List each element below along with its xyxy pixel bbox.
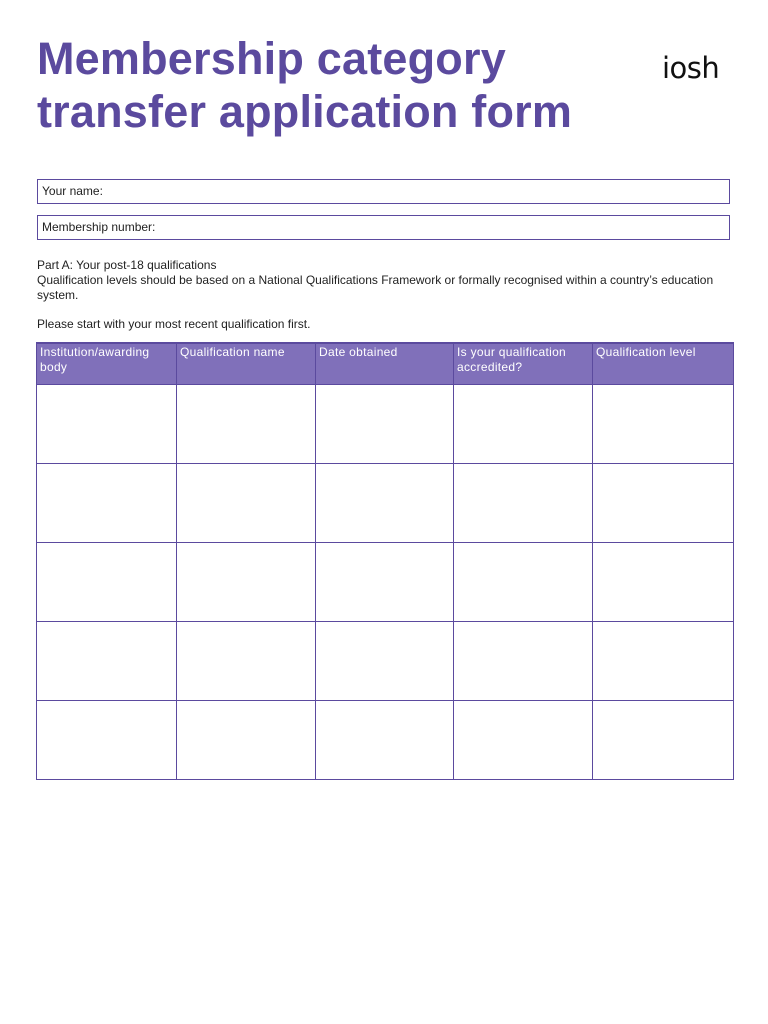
membership-number-field[interactable]: [37, 215, 730, 240]
page-title: [37, 32, 572, 138]
column-header-accredited: Is your qualification accredited?: [454, 343, 593, 385]
part-a-instruction: Please start with your most recent qualification first.: [37, 317, 311, 331]
table-row: [37, 622, 734, 701]
table-cell[interactable]: [177, 464, 316, 543]
column-header-qualification-name: Qualification name: [177, 343, 316, 385]
table-cell[interactable]: [316, 385, 454, 464]
title-line-2: transfer application form: [37, 86, 573, 137]
table-cell[interactable]: [37, 464, 177, 543]
iosh-logo: iosh: [662, 51, 720, 85]
table-row: [37, 385, 734, 464]
table-cell[interactable]: [454, 701, 593, 780]
table-cell[interactable]: [454, 464, 593, 543]
membership-number-label: Membership number:: [42, 220, 156, 234]
column-header-qualification-level: Qualification level: [593, 343, 734, 385]
your-name-field[interactable]: [37, 179, 730, 204]
table-cell[interactable]: [177, 622, 316, 701]
table-cell[interactable]: [593, 464, 734, 543]
table-cell[interactable]: [593, 622, 734, 701]
part-a-heading: Part A: Your post-18 qualifications: [37, 258, 217, 272]
table-cell[interactable]: [316, 622, 454, 701]
title-line-1: Membership category: [37, 33, 506, 84]
table-cell[interactable]: [593, 385, 734, 464]
table-row: [37, 701, 734, 780]
table-cell[interactable]: [316, 701, 454, 780]
column-header-institution: Institution/awarding body: [37, 343, 177, 385]
table-row: [37, 543, 734, 622]
table-cell[interactable]: [177, 543, 316, 622]
table-cell[interactable]: [177, 385, 316, 464]
table-cell[interactable]: [454, 543, 593, 622]
table-cell[interactable]: [177, 701, 316, 780]
your-name-label: Your name:: [42, 184, 103, 198]
table-cell[interactable]: [316, 464, 454, 543]
table-cell[interactable]: [37, 701, 177, 780]
table-cell[interactable]: [593, 701, 734, 780]
table-cell[interactable]: [454, 385, 593, 464]
table-cell[interactable]: [37, 622, 177, 701]
table-cell[interactable]: [316, 543, 454, 622]
table-cell[interactable]: [37, 385, 177, 464]
qualifications-table: [36, 342, 734, 780]
table-cell[interactable]: [454, 622, 593, 701]
part-a-description: Qualification levels should be based on a National Qualifications Framework or formally recognised within a country’s education system.: [37, 273, 714, 302]
table-cell[interactable]: [37, 543, 177, 622]
table-row: [37, 464, 734, 543]
column-header-date-obtained: Date obtained: [316, 343, 454, 385]
table-cell[interactable]: [593, 543, 734, 622]
part-a-intro: [37, 258, 727, 332]
table-header-row: [37, 343, 734, 385]
